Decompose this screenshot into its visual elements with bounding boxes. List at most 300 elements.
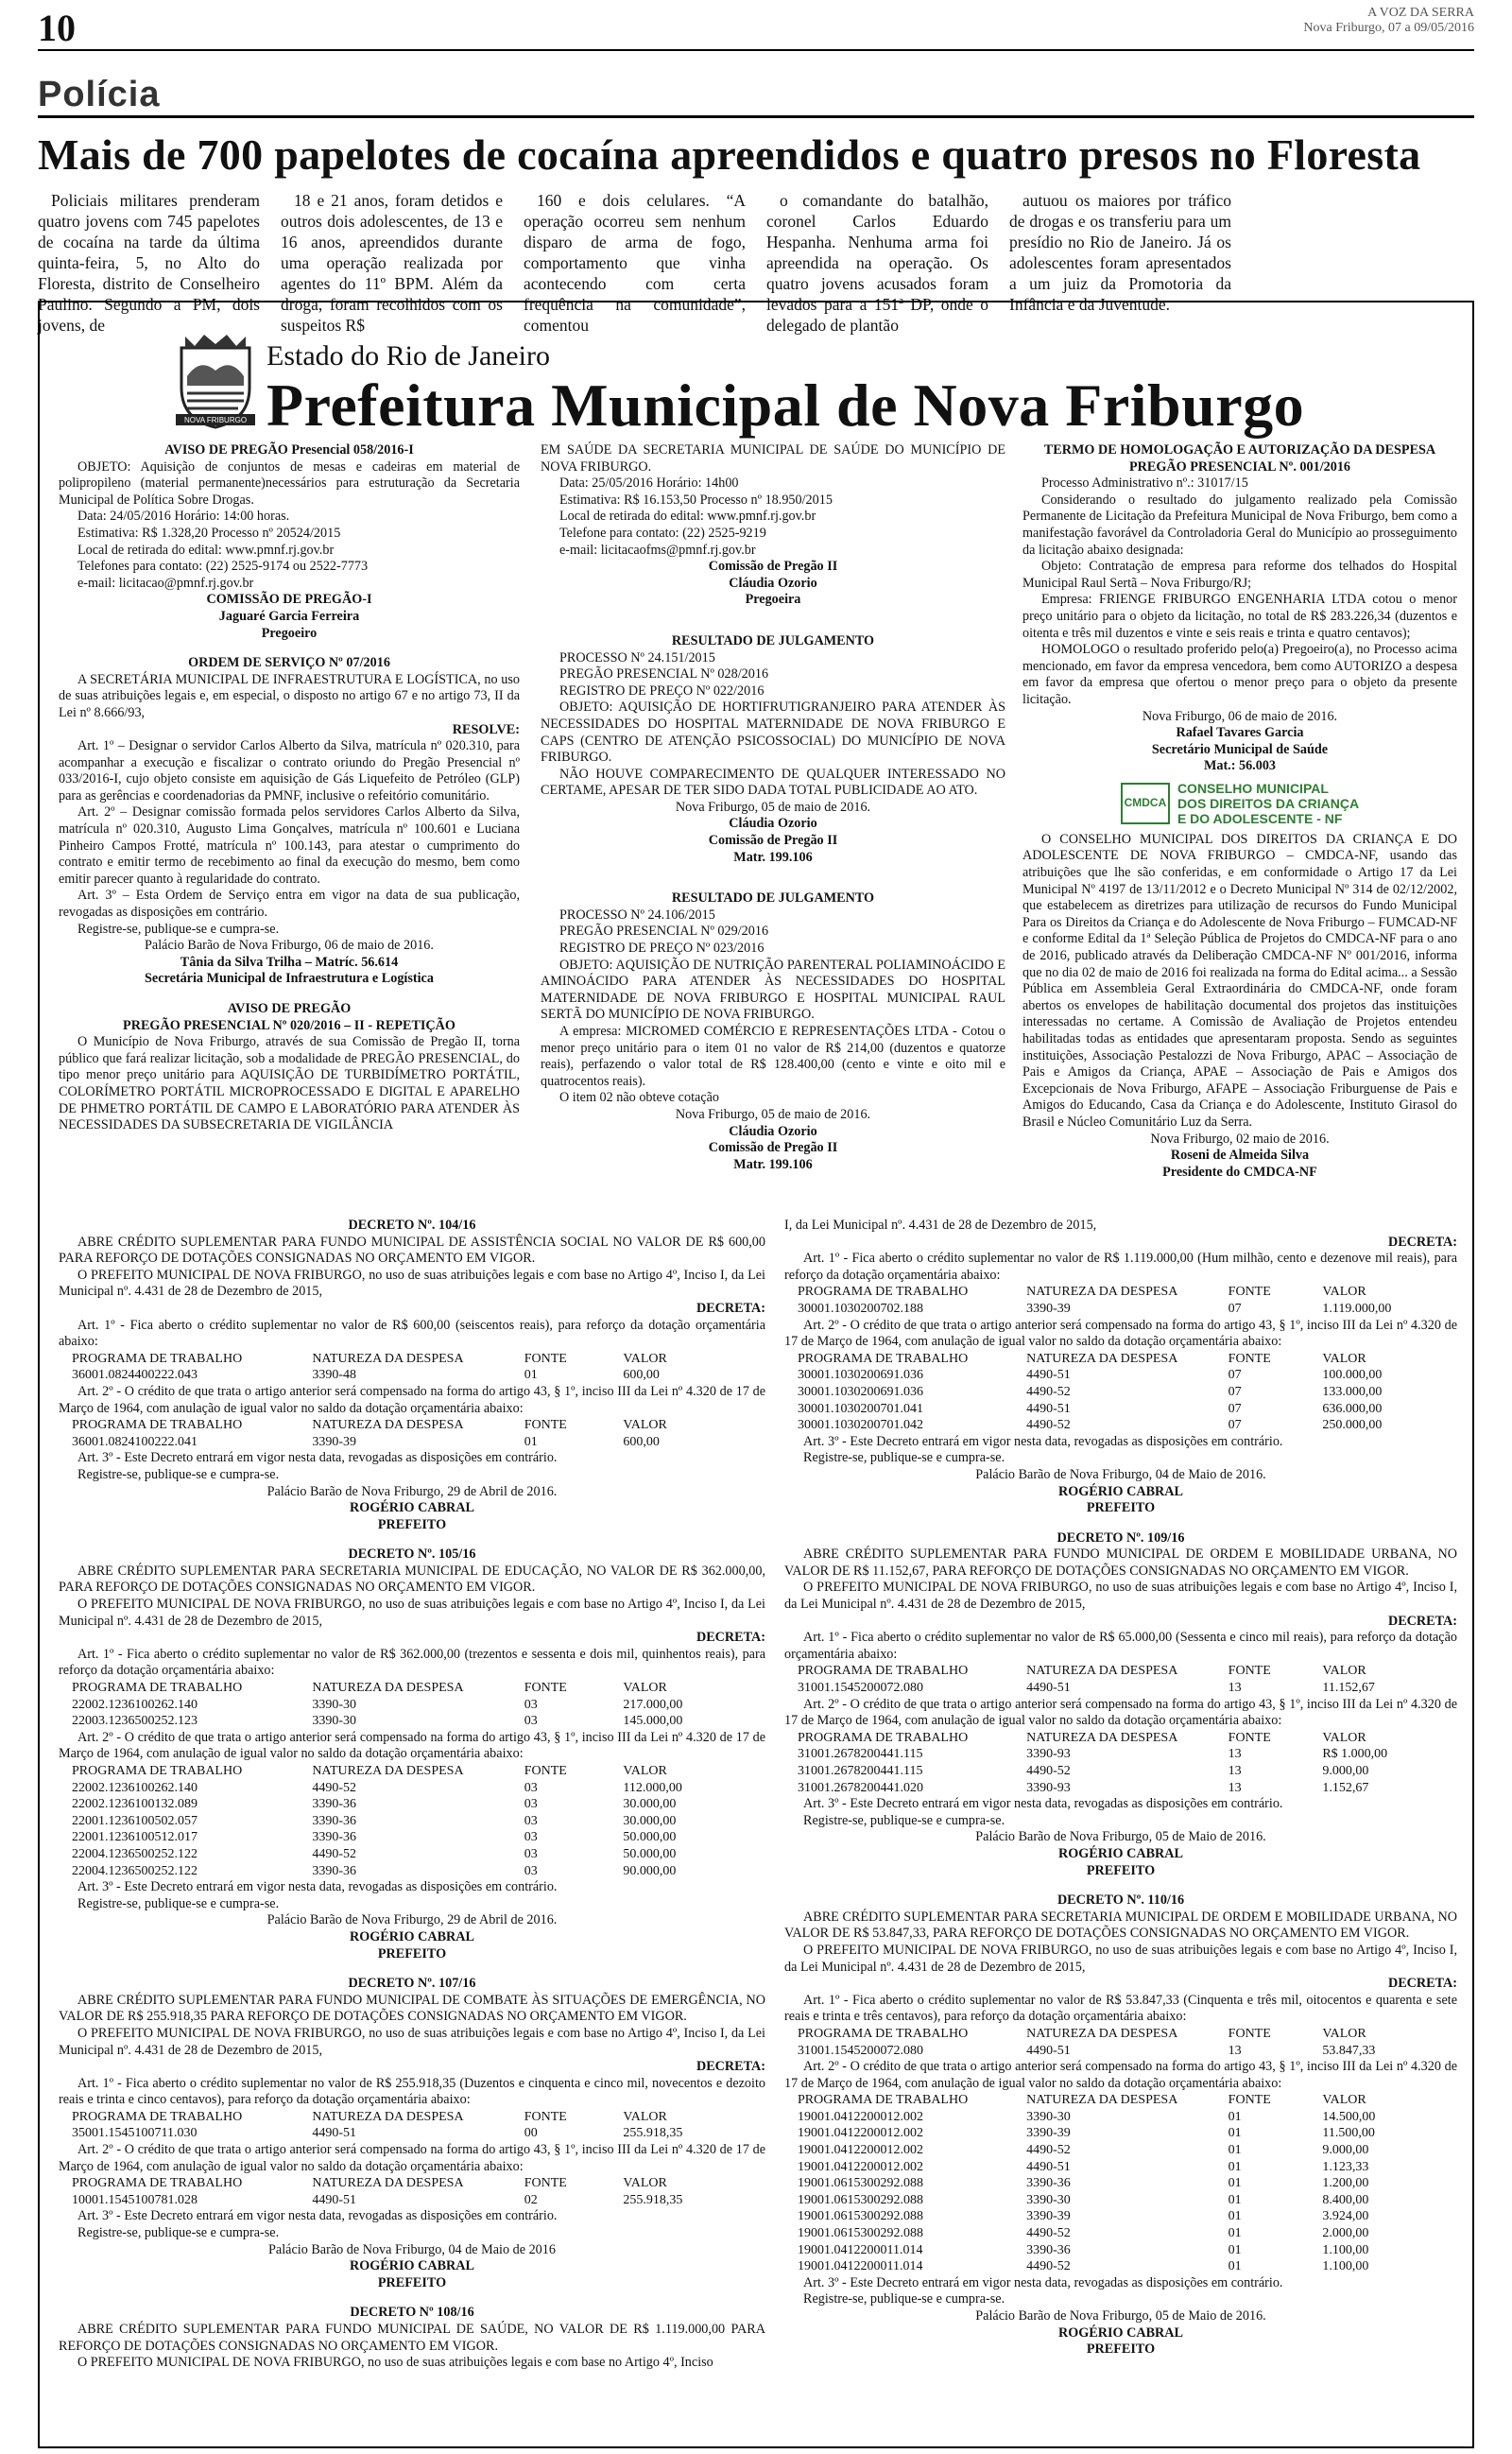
budget-table-cell: 01 [524, 1368, 538, 1383]
budget-table-header-cell: NATUREZA DA DESPESA [1026, 2026, 1178, 2041]
decree-title: DECRETO Nº. 104/16 [348, 1218, 476, 1233]
budget-table-cell: 30001.1030200691.036 [798, 1368, 923, 1383]
notice-column-1 [59, 442, 520, 1206]
budget-table-cell: 3390-93 [1026, 1780, 1071, 1795]
budget-table-cell: 13 [1228, 1681, 1242, 1696]
decree-text: Registre-se, publique-se e cumpra-se. [803, 1812, 1005, 1828]
state-name: Estado do Rio de Janeiro [266, 340, 550, 372]
budget-table-cell: 30001.1030200702.188 [798, 1301, 923, 1316]
budget-table-cell: 03 [524, 1797, 538, 1812]
cmdca-logo-text [1177, 781, 1359, 826]
budget-table [59, 1763, 765, 1879]
budget-table-cell: 22001.1236100512.017 [72, 1830, 198, 1845]
notice-text: REGISTRO DE PREÇO Nº 022/2016 [559, 683, 765, 699]
article-paragraph: autuou os maiores por tráfico de drogas e os transferiu para um presídio no Rio de Janeiro. Já os adolescentes foram apresentados a um juiz da Promotoria da Infância e da Juventude. [1009, 191, 1231, 314]
budget-table-cell: 35001.1545100711.030 [72, 2126, 198, 2141]
masthead [1303, 6, 1474, 36]
budget-table-cell: 19001.0412200012.002 [798, 2109, 923, 2124]
budget-table-header-cell: VALOR [623, 1681, 667, 1696]
notice-text: Empresa: FRIENGE FRIBURGO ENGENHARIA LTDA cotou o menor preço unitário para o objeto da licitação, no total de R$ 283.226,34 (duzentos e oitenta e três mil duzentos e vinte e seis reais e trinta e quatro centavos); [1022, 592, 1457, 641]
notice-text: e-mail: licitacao@pmnf.rj.gov.br [77, 575, 254, 591]
notice-text: Comissão de Pregão II [708, 559, 838, 575]
budget-table-header-cell: PROGRAMA DE TRABALHO [798, 1664, 969, 1679]
budget-table-cell: 01 [1228, 2143, 1242, 2158]
notice-text: O item 02 não obteve cotação [559, 1090, 720, 1106]
budget-table-cell: 3390-30 [312, 1714, 356, 1729]
budget-table-header-cell: FONTE [1228, 1351, 1271, 1366]
decree-text: Art. 1º - Fica aberto o crédito suplementar no valor de R$ 1.119.000,00 (Hum milhão, cento e dezenove mil reais), para reforço da dotação orçamentária abaixo: [784, 1251, 1457, 1283]
budget-table-cell: 03 [524, 1714, 538, 1729]
budget-table-row [784, 1763, 1457, 1780]
budget-table-cell: 19001.0412200012.002 [798, 2143, 923, 2158]
budget-table-cell: 8.400,00 [1322, 2192, 1369, 2207]
budget-table-cell: 600,00 [623, 1368, 660, 1383]
decree-text: O PREFEITO MUNICIPAL DE NOVA FRIBURGO, no uso de suas atribuições legais e com base no Artigo 4º, Inciso [77, 2355, 713, 2371]
notice-text: PROCESSO Nº 24.106/2015 [559, 907, 715, 923]
budget-table-row [784, 1746, 1457, 1763]
budget-table-row [59, 1796, 765, 1813]
budget-table-cell: 50.000,00 [623, 1846, 677, 1861]
budget-table-header-cell: VALOR [623, 1418, 667, 1433]
decree-text: Palácio Barão de Nova Friburgo, 05 de Maio de 2016. [975, 2308, 1266, 2324]
budget-table-cell: 9.000,00 [1322, 2143, 1369, 2158]
budget-table-cell: 07 [1228, 1368, 1242, 1383]
notice-text: Telefone para contato: (22) 2525-9219 [559, 525, 766, 541]
budget-table-header-cell: PROGRAMA DE TRABALHO [798, 1285, 969, 1300]
budget-table-cell: 19001.0412200012.002 [798, 2159, 923, 2174]
budget-table-header-cell: PROGRAMA DE TRABALHO [72, 2109, 243, 2124]
budget-table-cell: 3390-36 [312, 1797, 356, 1812]
budget-table-cell: 3390-48 [312, 1368, 356, 1383]
article-headline: Mais de 700 papelotes de cocaína apreendidos e quatro presos no Floresta [38, 130, 1421, 179]
masthead-title: A VOZ DA SERRA [1367, 6, 1474, 20]
decree-signature: ROGÉRIO CABRAL [1057, 1483, 1184, 1499]
decree-text: Art. 2º - O crédito de que trata o artigo anterior será compensado na forma do artigo 43, § 1º, inciso III da Lei nº 4.320 de 17 de Março de 1964, com anulação de igual valor no saldo da dotação orçamentária abaixo: [784, 2059, 1457, 2091]
budget-table-header-cell: FONTE [524, 2176, 567, 2191]
notice-signature: Rafael Tavares Garcia [1176, 725, 1304, 741]
budget-table-cell: 600,00 [623, 1434, 660, 1449]
budget-table-cell: 22004.1236500252.122 [72, 1846, 198, 1861]
notice-signature: Tânia da Silva Trilha – Matríc. 56.614 [180, 954, 399, 970]
decree-text: Art. 1º - Fica aberto o crédito suplementar no valor de R$ 53.847,33 (Cinquenta e três mil, oitocentos e quarenta e sete reais e trinta e três centavos), para reforço da dotação orçamentária abaixo: [784, 1992, 1457, 2025]
notice-title: PREGÃO PRESENCIAL Nº 020/2016 – II - REPETIÇÃO [123, 1017, 455, 1033]
decree-text: Art. 3º - Este Decreto entrará em vigor nesta data, revogadas as disposições em contrário. [77, 1879, 558, 1895]
budget-table-header-cell: PROGRAMA DE TRABALHO [72, 1351, 243, 1366]
budget-table-cell: 22004.1236500252.122 [72, 1863, 198, 1878]
masthead-date: Nova Friburgo, 07 a 09/05/2016 [1303, 21, 1474, 35]
article-paragraph: 18 e 21 anos, foram detidos e outros dois adolescentes, de 13 e 16 anos, apreendidos durante uma operação realizada por agentes do 11º BPM. Além da droga, foram recolhidos com os suspeitos R$ [281, 191, 503, 335]
budget-table-row [784, 2208, 1457, 2225]
notice-text: Local de retirada do edital: www.pmnf.rj.gov.br [77, 542, 335, 558]
budget-table-cell: 11.152,67 [1322, 1681, 1375, 1696]
budget-table-cell: 4490-52 [1026, 2226, 1071, 2241]
budget-table-header-cell: FONTE [1228, 2026, 1271, 2041]
budget-table-header-cell: VALOR [1322, 2026, 1366, 2041]
notice-text: NÃO HOUVE COMPARECIMENTO DE QUALQUER INTERESSADO NO CERTAME, APESAR DE TER SIDO DADA TOTAL PUBLICIDADE AO ATO. [541, 766, 1005, 799]
notice-text: OBJETO: Aquisição de conjuntos de mesas e cadeiras em material de polipropileno (material permanente)necessários para estruturação da Secretaria Municipal de Política Sobre Drogas. [59, 458, 520, 508]
article-paragraph: o comandante do batalhão, coronel Carlos Eduardo Hespanha. Nenhuma arma foi apreendida na operação. Os quatro jovens acusados foram levados para a 151ª DP, onde o delegado de plantão [766, 191, 988, 335]
budget-table-header-cell: PROGRAMA DE TRABALHO [72, 1764, 243, 1778]
budget-table-cell: 22002.1236100262.140 [72, 1780, 198, 1795]
decree-text: Art. 1º - Fica aberto o crédito suplementar no valor de R$ 255.918,35 (Duzentos e cinquenta e cinco mil, novecentos e dezoito reais e trinta e cinco centavos), para reforço da dotação orçamentária abaixo: [59, 2075, 765, 2108]
budget-table-row [59, 1863, 765, 1880]
budget-table-cell: 1.200,00 [1322, 2176, 1369, 2191]
budget-table-cell: 3390-36 [312, 1813, 356, 1828]
budget-table-cell: 02 [524, 2192, 538, 2207]
notice-text: O CONSELHO MUNICIPAL DOS DIREITOS DA CRIANÇA E DO ADOLESCENTE DE NOVA FRIBURGO – CMDCA-NF, usando das atribuições que lhe são conferidas, e em conformidade o Artigo 17 da Lei Municipal Nº 4197 de 13/11/2012 e o Decreto Municipal Nº 314 de 02/12/2002, que estabelecem as diretrizes para utilização de recursos do Fundo Municipal Para os Direitos da Criança e do Adolescente de Nova Friburgo – FUMCAD-NF e conforme Edital da 1ª Seleção Pública de Projetos do CMDCA-NF para o ano de 2016, publicado através da Deliberação CMDCA-NF Nº 001/2016, informa que no dia 02 de maio de 2016 foi realizada na forma do Edital acima... a Sessão Pública em Assembleia Geral Extraordinária do CMDCA-NF, onde foram abertos os envelopes de habilitação documental dos projetos das instituições interessadas no certame. A Comissão de Avaliação de Projetos entendeu habilitadas todas as entidades que apresentaram proposta. Sendo as seguintes instituições, Associação Pestalozzi de Nova Friburgo, APAC – Associação de Pais e Amigos da Criança, APAE – Associação de Pais e Amigos dos Excepcionais de Nova Friburgo, AFAPE – Associação Friburguense de Pais e Amigos do Educando, Casa da Criança e do Adolescente, Instituto Girasol do Brasil e Núcleo Comunitário Luz da Serra. [1022, 831, 1457, 1130]
budget-table-cell: 53.847,33 [1322, 2043, 1376, 2058]
budget-table-cell: 19001.0412200011.014 [798, 2242, 923, 2257]
notice-text: Art. 3º – Esta Ordem de Serviço entra em vigor na data de sua publicação, revogadas as disposições em contrário. [59, 888, 520, 921]
budget-table-cell: 2.000,00 [1322, 2226, 1369, 2241]
budget-table-row [59, 1780, 765, 1797]
budget-table-cell: 4490-52 [312, 1780, 356, 1795]
notice-text: Nova Friburgo, 06 de maio de 2016. [1142, 708, 1338, 724]
budget-table-row [59, 1697, 765, 1714]
notice-text: Comissão de Pregão II [708, 1140, 838, 1156]
budget-table-header-cell: NATUREZA DA DESPESA [1026, 1664, 1178, 1679]
budget-table-cell: 22001.1236100502.057 [72, 1813, 198, 1828]
budget-table-header-cell: FONTE [1228, 1285, 1271, 1300]
budget-table [59, 1680, 765, 1730]
budget-table-row [784, 1301, 1457, 1318]
budget-table-row [784, 2125, 1457, 2142]
budget-table-header-cell: NATUREZA DA DESPESA [312, 2109, 464, 2124]
budget-table-cell: 13 [1228, 1780, 1242, 1795]
budget-table-cell: 255.918,35 [623, 2192, 683, 2207]
budget-table-cell: 1.100,00 [1322, 2259, 1369, 2274]
budget-table-header-cell: FONTE [524, 1764, 567, 1778]
notice-text: Processo Administrativo nº.: 31017/15 [1041, 475, 1248, 492]
notice-text: Data: 24/05/2016 Horário: 14:00 horas. [77, 509, 290, 525]
budget-table-header-cell: FONTE [524, 1418, 567, 1433]
budget-table-header-cell: NATUREZA DA DESPESA [1026, 1351, 1178, 1366]
budget-table-cell: 03 [524, 1780, 538, 1795]
budget-table-cell: 3390-36 [312, 1830, 356, 1845]
budget-table-header [784, 1284, 1457, 1301]
budget-table-cell: 22002.1236100262.140 [72, 1697, 198, 1712]
budget-table-row [784, 2225, 1457, 2242]
budget-table-cell: 19001.0412200012.002 [798, 2126, 923, 2141]
budget-table-row [59, 1829, 765, 1846]
notice-text: OBJETO: AQUISIÇÃO DE HORTIFRUTIGRANJEIRO PARA ATENDER ÀS NECESSIDADES DO HOSPITAL MATERNIDADE DE NOVA FRIBURGO E CAPS (CENTRO DE ATENÇÃO PSICOSSOCIAL) DO MUNICÍPIO DE NOVA FRIBURGO. [541, 700, 1005, 766]
budget-table-row [784, 2109, 1457, 2126]
budget-table-row [59, 2192, 765, 2209]
decree-text: DECRETA: [1387, 1613, 1457, 1629]
budget-table [59, 1351, 765, 1384]
notice-title: RESULTADO DE JULGAMENTO [671, 632, 875, 648]
budget-table-cell: 3390-36 [312, 1863, 356, 1878]
budget-table [59, 2109, 765, 2142]
notice-text: Nova Friburgo, 05 de maio de 2016. [675, 1106, 871, 1122]
budget-table-header-cell: VALOR [1322, 1351, 1366, 1366]
decree-text: Registre-se, publique-se e cumpra-se. [803, 1450, 1005, 1466]
budget-table-cell: 07 [1228, 1401, 1242, 1416]
decree-text: Art. 3º - Este Decreto entrará em vigor nesta data, revogadas as disposições em contrário. [803, 1796, 1283, 1812]
budget-table-cell: R$ 1.000,00 [1322, 1747, 1388, 1762]
budget-table-cell: 19001.0615300292.088 [798, 2226, 923, 2241]
notice-title: TERMO DE HOMOLOGAÇÃO E AUTORIZAÇÃO DA DESPESA [1043, 442, 1436, 458]
notice-signature: Jaguaré Garcia Ferreira [218, 608, 360, 624]
budget-table-header-cell: NATUREZA DA DESPESA [1026, 1730, 1178, 1745]
budget-table-cell: 4490-52 [1026, 1384, 1071, 1399]
budget-table-cell: 36001.0824100222.041 [72, 1434, 198, 1449]
page-number: 10 [38, 7, 76, 49]
notice-text: Matr. 199.106 [733, 1156, 813, 1172]
budget-table-header-cell: VALOR [623, 2176, 667, 2191]
notice-title: PREGÃO PRESENCIAL Nº. 001/2016 [1128, 458, 1351, 475]
notice-text: REGISTRO DE PREÇO Nº 023/2016 [559, 941, 765, 957]
budget-table-cell: 636.000,00 [1322, 1401, 1383, 1416]
budget-table-cell: 3.924,00 [1322, 2209, 1369, 2224]
decree-text: DECRETA: [1387, 1976, 1457, 1992]
notice-text: Art. 1º – Designar o servidor Carlos Alberto da Silva, matrícula nº 020.310, para acompanhar a execução e fiscalizar o contrato oriundo do Pregão Presencial nº 033/2016-I, cujo objeto consiste em aquisição de Gás Liquefeito de Petróleo (GLP) para as gerências e coordenadorias da PMNF, inclusive o refeitório comunitário. [59, 738, 520, 804]
budget-table-cell: 100.000,00 [1322, 1368, 1383, 1383]
budget-table-cell: 07 [1228, 1418, 1242, 1433]
notice-text: Pregoeira [745, 592, 801, 608]
budget-table [784, 2026, 1457, 2059]
budget-table-cell: 01 [1228, 2259, 1242, 2274]
budget-table-cell: 4490-52 [1026, 2143, 1071, 2158]
budget-table-row [59, 1713, 765, 1730]
decree-text: DECRETA: [696, 1630, 765, 1646]
budget-table [784, 1663, 1457, 1696]
budget-table-header-cell: FONTE [1228, 2093, 1271, 2108]
decree-text: Art. 1º - Fica aberto o crédito suplementar no valor de R$ 600,00 (seiscentos reais), para reforço da dotação orçamentária abaixo: [59, 1317, 765, 1350]
notice-text: O Município de Nova Friburgo, através de sua Comissão de Pregão II, torna público que fará realizar licitação, sob a modalidade de PREGÃO PRESENCIAL, do tipo menor preço unitário para AQUISIÇÃO DE TURBIDÍMETRO PORTÁTIL, COLORÍMETRO PORTÁTIL MICROPROCESSADO E DIGITAL E APARELHO DE PHMETRO PORTÁTIL DE CAMPO E LABORATÓRIO PARA ATENDER ÀS NECESSIDADES DA SUBSECRETARIA DE VIGILÂNCIA [59, 1034, 520, 1133]
budget-table-row [784, 1384, 1457, 1401]
decree-text: ABRE CRÉDITO SUPLEMENTAR PARA FUNDO MUNICIPAL DE ORDEM E MOBILIDADE URBANA, NO VALOR DE R$ 11.152,67, PARA REFORÇO DE DOTAÇÕES CONSIGNADAS NO ORÇAMENTO EM VIGOR. [784, 1547, 1457, 1579]
notice-text: Estimativa: R$ 1.328,20 Processo nº 20524/2015 [77, 525, 341, 541]
notice-text: OBJETO: AQUISIÇÃO DE NUTRIÇÃO PARENTERAL POLIAMINOÁCIDO E AMINOÁCIDO PARA ATENDER ÀS NECESSIDADES DO HOSPITAL MATERNIDADE DE NOVA FRIBURGO E HOSPITAL MUNICIPAL RAUL SERTÃ DO MUNICÍPIO DE NOVA FRIBURGO. [541, 957, 1005, 1023]
budget-table-cell: 03 [524, 1863, 538, 1878]
budget-table-cell: 31001.2678200441.115 [798, 1747, 923, 1762]
budget-table-cell: 19001.0615300292.088 [798, 2209, 923, 2224]
notice-column-3 [1022, 442, 1457, 1206]
decree-signature: ROGÉRIO CABRAL [1057, 1845, 1184, 1861]
notice-text: Comissão de Pregão II [708, 833, 838, 849]
budget-table-cell: 30001.1030200691.036 [798, 1384, 923, 1399]
city-crest-icon [172, 329, 259, 431]
budget-table-header [59, 2109, 765, 2126]
budget-table-cell: 01 [1228, 2159, 1242, 2174]
notice-text: HOMOLOGO o resultado proferido pelo(a) Pregoeiro(a), no Processo acima mencionado, em favor da empresa vencedora, bem como AUTORIZO a despesa em favor da empresa que ofertou o menor preço para o objeto da presente licitação. [1022, 642, 1457, 707]
decree-text: Art. 2º - O crédito de que trata o artigo anterior será compensado na forma do artigo 43, § 1º, inciso III da Lei nº 4.320 de 17 de Março de 1964, com anulação de igual valor no saldo da dotação orçamentária abaixo: [59, 1729, 765, 1762]
budget-table-cell: 14.500,00 [1322, 2109, 1376, 2124]
article-paragraph: 160 e dois celulares. “A operação ocorreu sem nenhum disparo de arma de fogo, comportamento que vinha acontecendo com certa frequência na comunidade”, comentou [524, 191, 746, 335]
budget-table-header-cell: VALOR [1322, 1664, 1366, 1679]
budget-table-cell: 133.000,00 [1322, 1384, 1383, 1399]
budget-table-cell: 3390-30 [1026, 2109, 1071, 2124]
cmdca-logo-line: DOS DIREITOS DA CRIANÇA [1177, 795, 1360, 811]
budget-table-row [59, 1367, 765, 1384]
budget-table-row [784, 2258, 1457, 2275]
notice-signature: Cláudia Ozorio [729, 816, 817, 832]
budget-table-cell: 3390-39 [1026, 2126, 1071, 2141]
notice-text: Estimativa: R$ 16.153,50 Processo nº 18.950/2015 [559, 492, 833, 508]
budget-table-cell: 03 [524, 1830, 538, 1845]
notice-text: Local de retirada do edital: www.pmnf.rj.gov.br [559, 509, 816, 525]
budget-table-cell: 1.100,00 [1322, 2242, 1369, 2257]
budget-table-cell: 07 [1228, 1301, 1242, 1316]
article-body [38, 190, 1474, 335]
decree-text: Art. 3º - Este Decreto entrará em vigor nesta data, revogadas as disposições em contrário. [77, 2208, 558, 2224]
budget-table-cell: 13 [1228, 1747, 1242, 1762]
budget-table-header-cell: NATUREZA DA DESPESA [312, 1351, 464, 1366]
cmdca-logo [1022, 781, 1457, 826]
budget-table-cell: 4490-52 [1026, 1764, 1071, 1778]
budget-table-cell: 4490-51 [1026, 1681, 1071, 1696]
decree-title: DECRETO Nº. 109/16 [1057, 1529, 1185, 1546]
budget-table-cell: 3390-36 [1026, 2176, 1071, 2191]
budget-table-header-cell: PROGRAMA DE TRABALHO [798, 2093, 969, 2108]
notice-title: AVISO DE PREGÃO [227, 1001, 352, 1016]
budget-table-cell: 9.000,00 [1322, 1764, 1369, 1778]
budget-table-cell: 01 [1228, 2242, 1242, 2257]
budget-table-header-cell: PROGRAMA DE TRABALHO [798, 1730, 969, 1745]
notice-title: AVISO DE PREGÃO Presencial 058/2016-I [164, 442, 414, 458]
decree-text: ABRE CRÉDITO SUPLEMENTAR PARA SECRETARIA MUNICIPAL DE ORDEM E MOBILIDADE URBANA, NO VALOR DE R$ 53.847,33, PARA REFORÇO DE DOTAÇÕES CONSIGNADAS NO ORÇAMENTO EM VIGOR. [784, 1909, 1457, 1942]
budget-table-cell: 31001.1545200072.080 [798, 1681, 923, 1696]
budget-table-cell: 3390-30 [312, 1697, 356, 1712]
budget-table-row [784, 2192, 1457, 2209]
decree-text: ABRE CRÉDITO SUPLEMENTAR PARA FUNDO MUNICIPAL DE COMBATE ÀS SITUAÇÕES DE EMERGÊNCIA, NO VALOR DE R$ 255.918,35 PARA REFORÇO DE DOTAÇÕES CONSIGNADAS NO ORÇAMENTO EM VIGOR. [59, 1992, 765, 2025]
budget-table-cell: 01 [1228, 2226, 1242, 2241]
decree-text: O PREFEITO MUNICIPAL DE NOVA FRIBURGO, no uso de suas atribuições legais e com base no Artigo 4º, Inciso I, da Lei Municipal nº. 4.431 de 28 de Dezembro de 2015, [784, 1942, 1457, 1975]
budget-table [784, 1730, 1457, 1796]
budget-table-cell: 19001.0615300292.088 [798, 2176, 923, 2191]
decree-text: Registre-se, publique-se e cumpra-se. [803, 2291, 1005, 2307]
budget-table-cell: 4490-51 [1026, 2159, 1071, 2174]
budget-table-header-cell: PROGRAMA DE TRABALHO [72, 1418, 243, 1433]
budget-table-cell: 4490-52 [1026, 2259, 1071, 2274]
budget-table-header-cell: NATUREZA DA DESPESA [1026, 2093, 1178, 2108]
decree-text: ABRE CRÉDITO SUPLEMENTAR PARA FUNDO MUNICIPAL DE ASSISTÊNCIA SOCIAL NO VALOR DE R$ 600,00 PARA REFORÇO DE DOTAÇÕES CONSIGNADAS NO ORÇAMENTO EM VIGOR. [59, 1234, 765, 1267]
section-title: Polícia [38, 76, 1474, 118]
budget-table-cell: 11.500,00 [1322, 2126, 1375, 2141]
notice-text: Pregoeiro [261, 625, 318, 641]
budget-table-row [784, 2043, 1457, 2060]
budget-table-header-cell: NATUREZA DA DESPESA [312, 1681, 464, 1696]
budget-table-cell: 1.123,33 [1322, 2159, 1369, 2174]
decrees-column-2 [784, 1218, 1457, 2437]
decree-text: Registre-se, publique-se e cumpra-se. [77, 1895, 280, 1911]
budget-table-cell: 36001.0824400222.043 [72, 1368, 198, 1383]
budget-table-header-cell: FONTE [524, 1681, 567, 1696]
notice-text: Presidente do CMDCA-NF [1162, 1164, 1317, 1180]
notice-column-2 [541, 442, 1005, 1206]
budget-table-cell: 1.152,67 [1322, 1780, 1369, 1795]
decree-text: O PREFEITO MUNICIPAL DE NOVA FRIBURGO, no uso de suas atribuições legais e com base no Artigo 4º, Inciso I, da Lei Municipal nº. 4.431 de 28 de Dezembro de 2015, [784, 1580, 1457, 1613]
budget-table-cell: 4490-51 [1026, 1368, 1071, 1383]
budget-table-cell: 3390-36 [1026, 2242, 1071, 2257]
notice-text: Palácio Barão de Nova Friburgo, 06 de maio de 2016. [145, 938, 434, 954]
decree-text: Art. 1º - Fica aberto o crédito suplementar no valor de R$ 65.000,00 (Sessenta e cinco mil reais), para reforço da dotação orçamentária abaixo: [784, 1630, 1457, 1662]
notice-text: PREGÃO PRESENCIAL Nº 028/2016 [559, 666, 769, 683]
budget-table-row [59, 1846, 765, 1863]
budget-table-header [59, 2175, 765, 2192]
prefeitura-name: Prefeitura Municipal de Nova Friburgo [266, 372, 1305, 439]
notice-text: Mat.: 56.003 [1203, 758, 1277, 774]
page-header [38, 0, 1474, 51]
decree-text: PREFEITO [1086, 2342, 1156, 2358]
decree-text: PREFEITO [377, 1945, 447, 1961]
notice-text: COMISSÃO DE PREGÃO-I [206, 592, 372, 608]
budget-table-cell: 250.000,00 [1322, 1418, 1383, 1433]
budget-table-header [59, 1763, 765, 1780]
prefeitura-header [172, 321, 1400, 439]
cmdca-logo-line: E DO ADOLESCENTE - NF [1177, 810, 1343, 826]
budget-table-cell: 01 [1228, 2209, 1242, 2224]
decree-text: Palácio Barão de Nova Friburgo, 04 de Maio de 2016. [975, 1466, 1266, 1482]
notice-text: EM SAÚDE DA SECRETARIA MUNICIPAL DE SAÚDE DO MUNICÍPIO DE NOVA FRIBURGO. [541, 442, 1005, 475]
budget-table-header-cell: FONTE [524, 1351, 567, 1366]
notice-signature: Cláudia Ozorio [729, 575, 817, 591]
cmdca-logo-line: CONSELHO MUNICIPAL [1177, 780, 1329, 796]
decree-text: DECRETA: [696, 2059, 765, 2075]
budget-table-row [59, 2125, 765, 2142]
notice-text: A empresa: MICROMED COMÉRCIO E REPRESENTAÇÕES LTDA - Cotou o menor preço unitário para o item 01 no valor de R$ 214,00 (duzentos e quatorze reais), perfazendo o valor total de R$ 128.400,00 (cento e vinte e oito mil e quatrocentos reais). [541, 1024, 1005, 1089]
budget-table-cell: 3390-30 [1026, 2192, 1071, 2207]
notice-text: PROCESSO Nº 24.151/2015 [559, 649, 715, 665]
budget-table-cell: 1.119.000,00 [1322, 1301, 1392, 1316]
budget-table-header-cell: FONTE [524, 2109, 567, 2124]
decree-text: Art. 3º - Este Decreto entrará em vigor nesta data, revogadas as disposições em contrário. [77, 1450, 558, 1466]
budget-table-cell: 19001.0615300292.088 [798, 2192, 923, 2207]
decree-title: DECRETO Nº 108/16 [350, 2305, 474, 2321]
decree-text: Art. 3º - Este Decreto entrará em vigor nesta data, revogadas as disposições em contrário. [803, 1433, 1283, 1449]
budget-table-header-cell: VALOR [623, 1351, 667, 1366]
budget-table [784, 2092, 1457, 2275]
budget-table-row [784, 2142, 1457, 2159]
budget-table-header-cell: VALOR [1322, 1730, 1366, 1745]
budget-table-cell: 01 [1228, 2176, 1242, 2191]
decree-text: Art. 2º - O crédito de que trata o artigo anterior será compensado na forma do artigo 43, § 1º, inciso III da Lei nº 4.320 de 17 de Março de 1964, com anulação de igual valor no saldo da dotação orçamentária abaixo: [59, 2142, 765, 2174]
budget-table-cell: 31001.1545200072.080 [798, 2043, 923, 2058]
budget-table-header-cell: NATUREZA DA DESPESA [312, 2176, 464, 2191]
official-notices-box [38, 301, 1474, 2448]
budget-table-header-cell: PROGRAMA DE TRABALHO [72, 2176, 243, 2191]
budget-table-header [59, 1680, 765, 1697]
decree-signature: ROGÉRIO CABRAL [349, 2258, 475, 2274]
decrees-column-1 [59, 1218, 765, 2437]
notice-text: Secretário Municipal de Saúde [1151, 741, 1329, 757]
budget-table-cell: 112.000,00 [623, 1780, 682, 1795]
decree-text: PREFEITO [1086, 1862, 1156, 1878]
budget-table-cell: 3390-39 [1026, 1301, 1071, 1316]
budget-table-header [784, 1351, 1457, 1368]
notice-text: RESOLVE: [452, 721, 520, 737]
budget-table-cell: 217.000,00 [623, 1697, 683, 1712]
budget-table-header-cell: PROGRAMA DE TRABALHO [798, 1351, 969, 1366]
decree-text: Art. 2º - O crédito de que trata o artigo anterior será compensado na forma do artigo 43, § 1º, inciso III da Lei nº 4.320 de 17 de Março de 1964, com anulação de igual valor no saldo da dotação orçamentária abaixo: [784, 1696, 1457, 1729]
notice-title: ORDEM DE SERVIÇO Nº 07/2016 [188, 655, 390, 671]
budget-table-row [784, 1401, 1457, 1418]
budget-table-header [784, 1663, 1457, 1680]
decree-text: O PREFEITO MUNICIPAL DE NOVA FRIBURGO, no uso de suas atribuições legais e com base no Artigo 4º, Inciso I, da Lei Municipal nº. 4.431 de 28 de Dezembro de 2015, [59, 1597, 765, 1629]
budget-table-cell: 03 [524, 1697, 538, 1712]
notice-text: Matr. 199.106 [733, 849, 813, 865]
budget-table [59, 1417, 765, 1450]
budget-table-cell: 4490-51 [312, 2192, 356, 2207]
budget-table-row [59, 1813, 765, 1830]
budget-table-header-cell: VALOR [1322, 1285, 1366, 1300]
budget-table-header [59, 1351, 765, 1368]
budget-table-cell: 22002.1236100132.089 [72, 1797, 198, 1812]
budget-table-header-cell: NATUREZA DA DESPESA [1026, 1285, 1178, 1300]
decree-text: ABRE CRÉDITO SUPLEMENTAR PARA SECRETARIA MUNICIPAL DE EDUCAÇÃO, NO VALOR DE R$ 362.000,00, PARA REFORÇO DE DOTAÇÕES CONSIGNADAS NO ORÇAMENTO EM VIGOR. [59, 1563, 765, 1596]
budget-table [784, 1284, 1457, 1317]
